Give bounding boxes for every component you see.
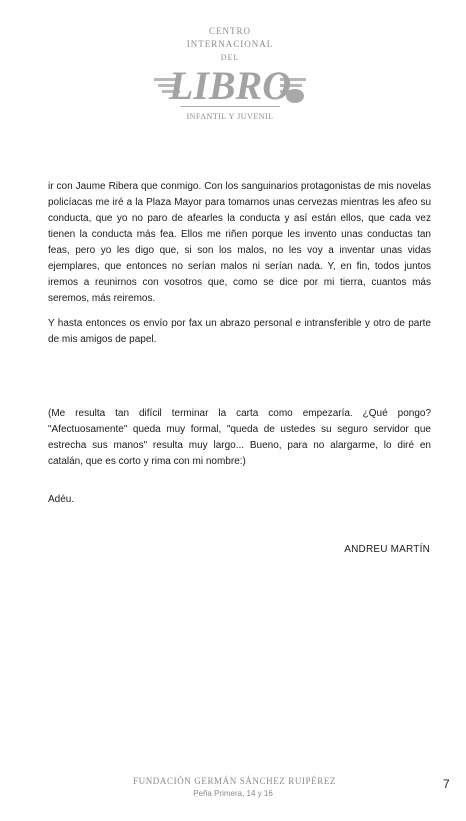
logo-wordmark: LIBRO [168,63,292,108]
logo-line-centro: CENTRO [209,26,251,36]
footer-address: Peña Primera, 14 y 16 [193,789,273,798]
letter-signature: ANDREU MARTÍN [344,544,430,555]
logo-line-internacional: INTERNACIONAL [186,39,274,49]
page-number: 7 [443,777,450,791]
letter-paragraph-1: ir con Jaume Ribera que conmigo. Con los sanguinarios protagonistas de mis novelas policíacas me iré a la Plaza Mayor para tomarnos unas cervezas mientras les afeo su conducta, que yo no paro de afearles la conducta y así están ellos, que cada vez tienen la conducta más fea. Ellos me riñen porque les invento unas conductas tan feas, pero yo les digo que, si son los malos, no les voy a inventar unas vidas ejemplares, que entonces no serían malos ni serían nada. Y, en fin, todos juntos iremos a reunirnos con vosotros que, como se dice por mi tierra, cuantos más seremos, más reiremos. [48,181,431,304]
letter-closing: Adéu. [48,494,75,505]
footer-organization: FUNDACIÓN GERMÁN SÁNCHEZ RUIPÉREZ [133,776,337,786]
logo-line-infantil: INFANTIL Y JUVENIL [186,112,274,121]
letter-paragraph-3: (Me resulta tan difícil terminar la carta como empezaría. ¿Qué pongo? "Afectuosamente" queda muy formal, "queda de ustedes su seguro servidor que estrecha sus manos" resulta muy largo... Bueno, para no alargarme, lo diré en catalán, que es corto y rima con mi nombre:) [48,408,431,467]
logo [150,22,310,122]
letter-paragraph-2: Y hasta entonces os envío por fax un abrazo personal e intransferible y otro de parte de mis amigos de papel. [48,318,431,345]
logo-line-del: DEL [220,53,240,62]
page-footer [133,775,337,799]
